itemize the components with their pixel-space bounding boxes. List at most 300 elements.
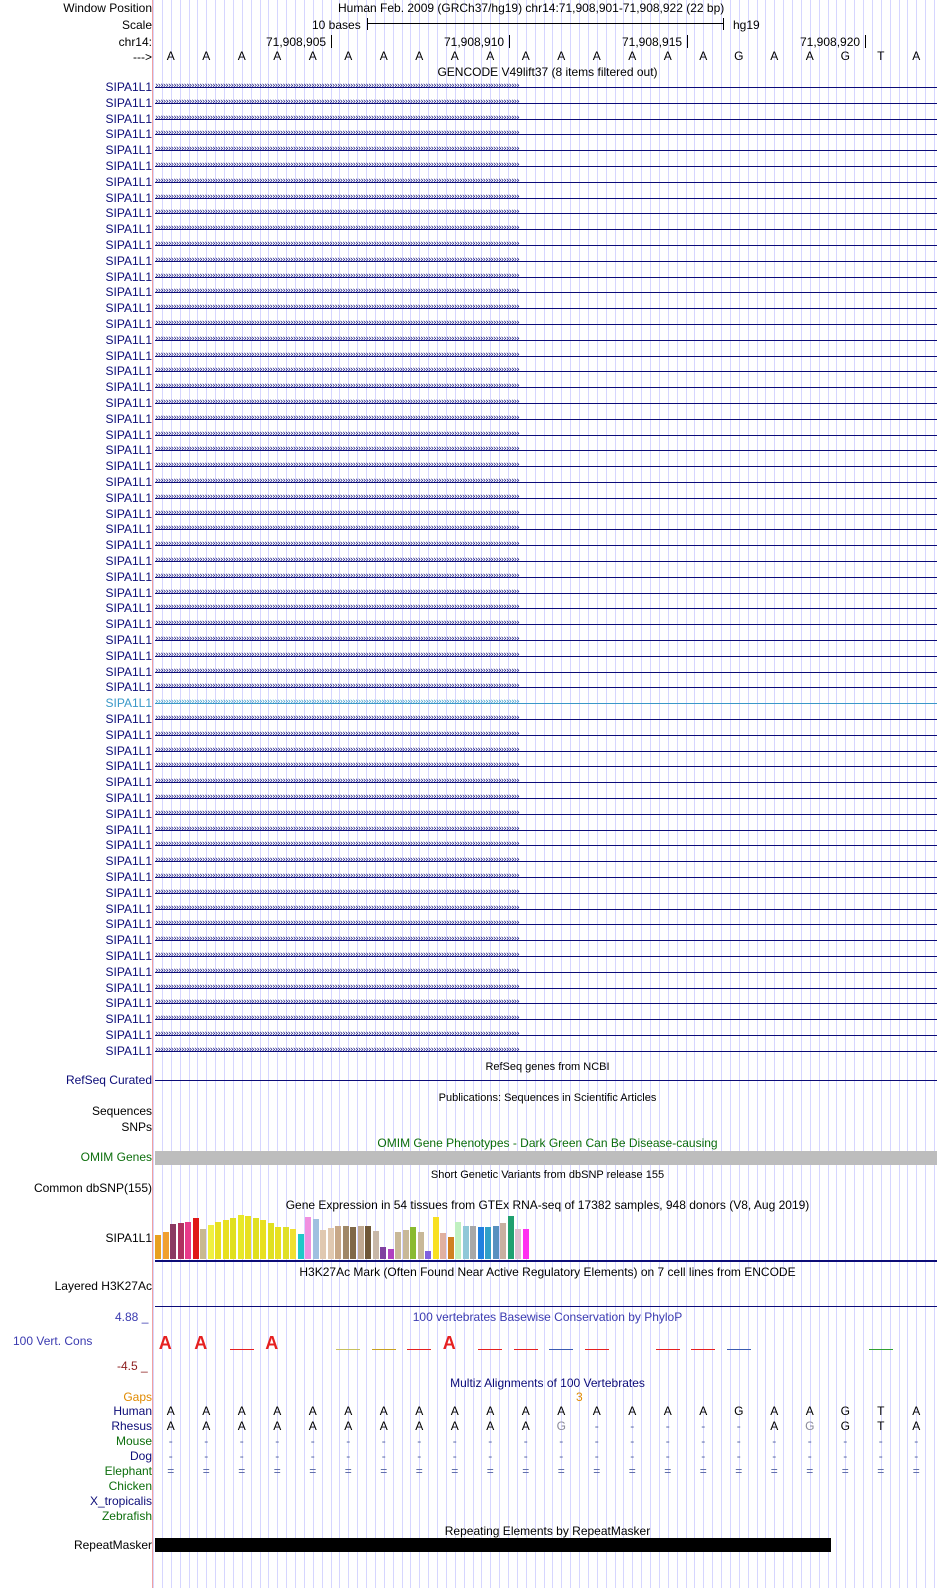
multiz-base: A bbox=[486, 1419, 495, 1433]
gencode-gene-label[interactable]: SIPA1L1 bbox=[105, 206, 152, 220]
dna-base: A bbox=[166, 49, 175, 63]
multiz-base: - bbox=[417, 1449, 422, 1463]
multiz-base: - bbox=[168, 1449, 173, 1463]
gencode-gene-label[interactable]: SIPA1L1 bbox=[105, 917, 152, 931]
gencode-gene-label[interactable]: SIPA1L1 bbox=[105, 412, 152, 426]
gtex-tissue-bar[interactable] bbox=[170, 1224, 176, 1259]
gencode-strand-arrows: ›››››››››››››››››››››››››››››››››››››››››››››››››››››››››››››››››››››››››››››››››››››››››››››››››››››››››››››››››››››››››››››››››››››››››››› bbox=[155, 493, 519, 502]
repeatmasker-track-label[interactable]: RepeatMasker bbox=[73, 1538, 152, 1552]
multiz-base: - bbox=[310, 1449, 315, 1463]
gencode-gene-label[interactable]: SIPA1L1 bbox=[105, 854, 152, 868]
gencode-gene-label[interactable]: SIPA1L1 bbox=[105, 254, 152, 268]
phylop-mark[interactable] bbox=[514, 1349, 538, 1350]
multiz-species-label[interactable]: Zebrafish bbox=[101, 1509, 152, 1523]
multiz-base: = bbox=[699, 1464, 707, 1478]
gencode-strand-arrows: ›››››››››››››››››››››››››››››››››››››››››››››››››››››››››››››››››››››››››››››››››››››››››››››››››››››››››››››››››››››››››››››››››››››››››››› bbox=[155, 1046, 519, 1055]
phylop-mark[interactable]: A bbox=[442, 1333, 456, 1353]
gtex-tissue-bar[interactable] bbox=[245, 1216, 251, 1259]
multiz-species-label[interactable]: Rhesus bbox=[111, 1419, 152, 1433]
gtex-tissue-bar[interactable] bbox=[358, 1226, 364, 1259]
omim-track-label[interactable]: OMIM Genes bbox=[80, 1150, 152, 1164]
dna-base: A bbox=[557, 49, 566, 63]
multiz-base: A bbox=[273, 1404, 282, 1418]
gtex-tissue-bar[interactable] bbox=[335, 1226, 341, 1259]
multiz-species-label[interactable]: Chicken bbox=[108, 1479, 152, 1493]
dna-base: A bbox=[202, 49, 211, 63]
multiz-base: - bbox=[488, 1434, 493, 1448]
gencode-strand-arrows: ›››››››››››››››››››››››››››››››››››››››››››››››››››››››››››››››››››››››››››››››››››››››››››››››››››››››››››››››››››››››››››››››››››››››››››› bbox=[155, 461, 519, 470]
gencode-strand-arrows: ›››››››››››››››››››››››››››››››››››››››››››››››››››››››››››››››››››››››››››››››››››››››››››››››››››››››››››››››››››››››››››››››››››››››››››› bbox=[155, 667, 519, 676]
phylop-mark[interactable] bbox=[478, 1349, 502, 1350]
multiz-base: - bbox=[559, 1434, 564, 1448]
multiz-base: A bbox=[202, 1404, 211, 1418]
dna-base: A bbox=[344, 49, 353, 63]
multiz-base: A bbox=[379, 1404, 388, 1418]
label-separator-line bbox=[152, 0, 153, 1588]
gencode-strand-arrows: ›››››››››››››››››››››››››››››››››››››››››››››››››››››››››››››››››››››››››››››››››››››››››››››››››››››››››››››››››››››››››››››››››››››››››››› bbox=[155, 967, 519, 976]
gtex-tissue-bar[interactable] bbox=[463, 1226, 469, 1259]
phylop-mark[interactable]: A bbox=[265, 1333, 279, 1353]
refseq-track-label[interactable]: RefSeq Curated bbox=[65, 1073, 152, 1087]
gencode-gene-label[interactable]: SIPA1L1 bbox=[105, 886, 152, 900]
multiz-base: - bbox=[843, 1434, 848, 1448]
dna-base: A bbox=[415, 49, 424, 63]
gencode-gene-label[interactable]: SIPA1L1 bbox=[105, 507, 152, 521]
gencode-strand-arrows: ›››››››››››››››››››››››››››››››››››››››››››››››››››››››››››››››››››››››››››››››››››››››››››››››››››››››››››››››››››››››››››››››››››››››››››› bbox=[155, 825, 519, 834]
gtex-tissue-bar[interactable] bbox=[508, 1216, 514, 1259]
gencode-gene-label[interactable]: SIPA1L1 bbox=[105, 112, 152, 126]
gencode-gene-label[interactable]: SIPA1L1 bbox=[105, 775, 152, 789]
multiz-base: - bbox=[488, 1449, 493, 1463]
gencode-gene-label[interactable]: SIPA1L1 bbox=[105, 191, 152, 205]
dna-base: A bbox=[628, 49, 637, 63]
phylop-track-label[interactable]: 100 Vert. Cons bbox=[13, 1334, 93, 1348]
dbsnp-track-title: Short Genetic Variants from dbSNP release 155 bbox=[430, 1169, 665, 1181]
gencode-strand-arrows: ›››››››››››››››››››››››››››››››››››››››››››››››››››››››››››››››››››››››››››››››››››››››››››››››››››››››››››››››››››››››››››››››››››››››››››› bbox=[155, 477, 519, 486]
gtex-tissue-bar[interactable] bbox=[163, 1232, 169, 1259]
multiz-base: G bbox=[734, 1404, 744, 1418]
multiz-base: - bbox=[701, 1434, 706, 1448]
multiz-base: - bbox=[275, 1434, 280, 1448]
gencode-gene-label[interactable]: SIPA1L1 bbox=[105, 443, 152, 457]
gencode-gene-label[interactable]: SIPA1L1 bbox=[105, 1028, 152, 1042]
gencode-gene-label[interactable]: SIPA1L1 bbox=[105, 996, 152, 1010]
position-tick-3 bbox=[687, 35, 688, 48]
multiz-base: - bbox=[452, 1434, 457, 1448]
multiz-species-label[interactable]: Elephant bbox=[104, 1464, 152, 1478]
gtex-track-label[interactable]: SIPA1L1 bbox=[105, 1231, 152, 1245]
multiz-base: A bbox=[663, 1404, 672, 1418]
gencode-gene-label[interactable]: SIPA1L1 bbox=[105, 981, 152, 995]
multiz-base: = bbox=[628, 1464, 636, 1478]
publications-track-title: Publications: Sequences in Scientific Articles bbox=[438, 1092, 657, 1104]
gencode-gene-label[interactable]: SIPA1L1 bbox=[105, 649, 152, 663]
multiz-species-label[interactable]: Human bbox=[113, 1404, 152, 1418]
phylop-mark[interactable] bbox=[727, 1349, 751, 1350]
dna-base: A bbox=[486, 49, 495, 63]
multiz-base: A bbox=[379, 1419, 388, 1433]
gencode-strand-arrows: ›››››››››››››››››››››››››››››››››››››››››››››››››››››››››››››››››››››››››››››››››››››››››››››››››››››››››››››››››››››››››››››››››››››››››››› bbox=[155, 856, 519, 865]
gencode-gene-label[interactable]: SIPA1L1 bbox=[105, 949, 152, 963]
gtex-tissue-bar[interactable] bbox=[178, 1223, 184, 1259]
gencode-gene-label[interactable]: SIPA1L1 bbox=[105, 902, 152, 916]
gencode-gene-label[interactable]: SIPA1L1 bbox=[105, 823, 152, 837]
gtex-tissue-bar[interactable] bbox=[298, 1234, 304, 1259]
window-position-title: Human Feb. 2009 (GRCh37/hg19) chr14:71,908,901-71,908,922 (22 bp) bbox=[338, 1, 725, 15]
gencode-strand-arrows: ›››››››››››››››››››››››››››››››››››››››››››››››››››››››››››››››››››››››››››››››››››››››››››››››››››››››››››››››››››››››››››››››››››››››››››› bbox=[155, 540, 519, 549]
multiz-base: A bbox=[344, 1404, 353, 1418]
phylop-mark[interactable] bbox=[549, 1349, 573, 1350]
gtex-tissue-bar[interactable] bbox=[260, 1220, 266, 1259]
gencode-gene-label[interactable]: SIPA1L1 bbox=[105, 159, 152, 173]
gtex-baseline bbox=[155, 1260, 937, 1262]
multiz-base: = bbox=[380, 1464, 388, 1478]
gencode-strand-arrows: ›››››››››››››››››››››››››››››››››››››››››››››››››››››››››››››››››››››››››››››››››››››››››››››››››››››››››››››››››››››››››››››››››››››››››››› bbox=[155, 319, 519, 328]
multiz-base: A bbox=[450, 1419, 459, 1433]
gencode-gene-label[interactable]: SIPA1L1 bbox=[105, 570, 152, 584]
multiz-base: A bbox=[486, 1404, 495, 1418]
multiz-base: - bbox=[239, 1449, 244, 1463]
gencode-strand-arrows: ›››››››››››››››››››››››››››››››››››››››››››››››››››››››››››››››››››››››››››››››››››››››››››››››››››››››››››››››››››››››››››››››››››››››››››› bbox=[155, 1030, 519, 1039]
phylop-mark[interactable]: A bbox=[158, 1333, 172, 1353]
gencode-gene-label[interactable]: SIPA1L1 bbox=[105, 285, 152, 299]
gencode-strand-arrows: ›››››››››››››››››››››››››››››››››››››››››››››››››››››››››››››››››››››››››››››››››››››››››››››››››››››››››››››››››››››››››››››››››››››››››››› bbox=[155, 224, 519, 233]
multiz-base: - bbox=[736, 1449, 741, 1463]
multiz-base: = bbox=[593, 1464, 601, 1478]
gtex-tissue-bar[interactable] bbox=[448, 1237, 454, 1259]
gencode-gene-label[interactable]: SIPA1L1 bbox=[105, 838, 152, 852]
gtex-tissue-bar[interactable] bbox=[268, 1223, 274, 1259]
gencode-strand-arrows: ›››››››››››››››››››››››››››››››››››››››››››››››››››››››››››››››››››››››››››››››››››››››››››››››››››››››››››››››››››››››››››››››››››››››››››› bbox=[155, 888, 519, 897]
gencode-gene-label[interactable]: SIPA1L1 bbox=[105, 965, 152, 979]
gencode-strand-arrows: ›››››››››››››››››››››››››››››››››››››››››››››››››››››››››››››››››››››››››››››››››››››››››››››››››››››››››››››››››››››››››››››››››››››››››››› bbox=[155, 287, 519, 296]
multiz-base: - bbox=[807, 1434, 812, 1448]
multiz-base: A bbox=[237, 1419, 246, 1433]
gtex-tissue-bar[interactable] bbox=[350, 1227, 356, 1259]
multiz-base: - bbox=[807, 1449, 812, 1463]
gencode-strand-arrows: ›››››››››››››››››››››››››››››››››››››››››››››››››››››››››››››››››››››››››››››››››››››››››››››››››››››››››››››››››››››››››››››››››››››››››››› bbox=[155, 240, 519, 249]
gtex-tissue-bar[interactable] bbox=[433, 1217, 439, 1259]
multiz-base: = bbox=[770, 1464, 778, 1478]
gencode-strand-arrows: ›››››››››››››››››››››››››››››››››››››››››››››››››››››››››››››››››››››››››››››››››››››››››››››››››››››››››››››››››››››››››››››››››››››››››››› bbox=[155, 208, 519, 217]
gencode-gene-label[interactable]: SIPA1L1 bbox=[105, 933, 152, 947]
multiz-base: A bbox=[912, 1419, 921, 1433]
gencode-strand-arrows: ›››››››››››››››››››››››››››››››››››››››››››››››››››››››››››››››››››››››››››››››››››››››››››››››››››››››››››››››››››››››››››››››››››››››››››› bbox=[155, 145, 519, 154]
gencode-gene-label[interactable]: SIPA1L1 bbox=[105, 870, 152, 884]
gencode-strand-arrows: ›››››››››››››››››››››››››››››››››››››››››››››››››››››››››››››››››››››››››››››››››››››››››››››››››››››››››››››››››››››››››››››››››››››››››››› bbox=[155, 193, 519, 202]
dna-base: A bbox=[699, 49, 708, 63]
multiz-base: - bbox=[736, 1434, 741, 1448]
multiz-base: G bbox=[805, 1419, 815, 1433]
gencode-gene-label[interactable]: SIPA1L1 bbox=[105, 696, 152, 710]
multiz-base: - bbox=[772, 1434, 777, 1448]
gtex-tissue-bar[interactable] bbox=[373, 1231, 379, 1259]
h3k27ac-baseline bbox=[155, 1306, 937, 1307]
scale-label: Scale bbox=[121, 18, 152, 32]
position-tick-4 bbox=[865, 35, 866, 48]
gencode-gene-label[interactable]: SIPA1L1 bbox=[105, 680, 152, 694]
gtex-tissue-bar[interactable] bbox=[193, 1218, 199, 1259]
multiz-base: = bbox=[344, 1464, 352, 1478]
multiz-base: - bbox=[665, 1449, 670, 1463]
gtex-tissue-bar[interactable] bbox=[320, 1230, 326, 1259]
gencode-gene-label[interactable]: SIPA1L1 bbox=[105, 175, 152, 189]
gencode-gene-label[interactable]: SIPA1L1 bbox=[105, 396, 152, 410]
gtex-tissue-bar[interactable] bbox=[313, 1219, 319, 1259]
multiz-base: - bbox=[346, 1449, 351, 1463]
omim-phenotype-bar[interactable] bbox=[155, 1151, 937, 1165]
h3k27ac-track-label[interactable]: Layered H3K27Ac bbox=[54, 1279, 152, 1293]
phylop-mark[interactable]: A bbox=[194, 1333, 208, 1353]
multiz-species-label[interactable]: X_tropicalis bbox=[89, 1494, 152, 1508]
gtex-tissue-bar[interactable] bbox=[493, 1226, 499, 1259]
gtex-tissue-bar[interactable] bbox=[410, 1227, 416, 1259]
multiz-base: A bbox=[521, 1404, 530, 1418]
dna-base: A bbox=[379, 49, 388, 63]
gtex-tissue-bar[interactable] bbox=[200, 1229, 206, 1259]
gtex-tissue-bar[interactable] bbox=[455, 1222, 461, 1259]
gencode-strand-arrows: ›››››››››››››››››››››››››››››››››››››››››››››››››››››››››››››››››››››››››››››››››››››››››››››››››››››››››››››››››››››››››››››››››››››››››››› bbox=[155, 351, 519, 360]
multiz-base: A bbox=[557, 1404, 566, 1418]
gencode-gene-label[interactable]: SIPA1L1 bbox=[105, 491, 152, 505]
phylop-mark[interactable] bbox=[691, 1349, 715, 1350]
gencode-gene-label[interactable]: SIPA1L1 bbox=[105, 317, 152, 331]
gtex-tissue-bar[interactable] bbox=[365, 1226, 371, 1259]
gtex-tissue-bar[interactable] bbox=[470, 1226, 476, 1259]
multiz-base: A bbox=[237, 1404, 246, 1418]
phylop-mark[interactable] bbox=[869, 1349, 893, 1350]
gencode-gene-label[interactable]: SIPA1L1 bbox=[105, 222, 152, 236]
phylop-mark[interactable] bbox=[372, 1349, 396, 1350]
multiz-base: - bbox=[914, 1434, 919, 1448]
gtex-tissue-bar[interactable] bbox=[485, 1227, 491, 1259]
gencode-gene-label[interactable]: SIPA1L1 bbox=[105, 96, 152, 110]
gencode-strand-arrows: ›››››››››››››››››››››››››››››››››››››››››››››››››››››››››››››››››››››››››››››››››››››››››››››››››››››››››››››››››››››››››››››››››››››››››››› bbox=[155, 651, 519, 660]
gencode-strand-arrows: ›››››››››››››››››››››››››››››››››››››››››››››››››››››››››››››››››››››››››››››››››››››››››››››››››››››››››››››››››››››››››››››››››››››››››››› bbox=[155, 998, 519, 1007]
gtex-tissue-bar[interactable] bbox=[290, 1229, 296, 1259]
multiz-base: A bbox=[521, 1419, 530, 1433]
gencode-strand-arrows: ›››››››››››››››››››››››››››››››››››››››››››››››››››››››››››››››››››››››››››››››››››››››››››››››››››››››››››››››››››››››››››››››››››››››››››› bbox=[155, 256, 519, 265]
gencode-gene-label[interactable]: SIPA1L1 bbox=[105, 428, 152, 442]
multiz-base: - bbox=[630, 1419, 635, 1433]
phylop-mark[interactable] bbox=[407, 1349, 431, 1350]
gtex-tissue-bar[interactable] bbox=[275, 1227, 281, 1259]
gtex-tissue-bar[interactable] bbox=[418, 1232, 424, 1259]
gencode-gene-label[interactable]: SIPA1L1 bbox=[105, 349, 152, 363]
gencode-gene-label[interactable]: SIPA1L1 bbox=[105, 791, 152, 805]
gencode-strand-arrows: ›››››››››››››››››››››››››››››››››››››››››››››››››››››››››››››››››››››››››››››››››››››››››››››››››››››››››››››››››››››››››››››››››››››››››››› bbox=[155, 82, 519, 91]
multiz-base: T bbox=[877, 1419, 885, 1433]
multiz-base: - bbox=[381, 1449, 386, 1463]
h3k27ac-track-title: H3K27Ac Mark (Often Found Near Active Regulatory Elements) on 7 cell lines from ENCODE bbox=[299, 1265, 796, 1279]
gtex-tissue-bar[interactable] bbox=[500, 1223, 506, 1259]
multiz-base: A bbox=[628, 1404, 637, 1418]
gencode-strand-arrows: ›››››››››››››››››››››››››››››››››››››››››››››››››››››››››››››››››››››››››››››››››››››››››››››››››››››››››››››››››››››››››››››››››››››››››››› bbox=[155, 951, 519, 960]
gencode-strand-arrows: ›››››››››››››››››››››››››››››››››››››››››››››››››››››››››››››››››››››››››››››››››››››››››››››››››››››››››››››››››››››››››››››››››››››››››››› bbox=[155, 730, 519, 739]
gencode-gene-label[interactable]: SIPA1L1 bbox=[105, 601, 152, 615]
gtex-tissue-bar[interactable] bbox=[223, 1220, 229, 1259]
dna-base: A bbox=[592, 49, 601, 63]
dna-base: A bbox=[805, 49, 814, 63]
gtex-tissue-bar[interactable] bbox=[395, 1232, 401, 1259]
multiz-base: - bbox=[665, 1434, 670, 1448]
publications-snps-label[interactable]: SNPs bbox=[121, 1120, 152, 1134]
gencode-gene-label[interactable]: SIPA1L1 bbox=[105, 475, 152, 489]
gencode-gene-label[interactable]: SIPA1L1 bbox=[105, 459, 152, 473]
gencode-gene-label[interactable]: SIPA1L1 bbox=[105, 554, 152, 568]
position-label-1: 71,908,905 bbox=[266, 35, 327, 49]
gtex-tissue-bar[interactable] bbox=[208, 1225, 214, 1259]
multiz-species-label[interactable]: Mouse bbox=[115, 1434, 152, 1448]
position-label-4: 71,908,920 bbox=[800, 35, 861, 49]
dbsnp-track-label[interactable]: Common dbSNP(155) bbox=[33, 1181, 152, 1195]
gencode-strand-arrows: ›››››››››››››››››››››››››››››››››››››››››››››››››››››››››››››››››››››››››››››››››››››››››››››››››››››››››››››››››››››››››››››››››››››››››››› bbox=[155, 840, 519, 849]
multiz-base: A bbox=[166, 1419, 175, 1433]
multiz-gaps-label[interactable]: Gaps bbox=[123, 1390, 152, 1404]
gencode-gene-label[interactable]: SIPA1L1 bbox=[105, 364, 152, 378]
gtex-tissue-bar[interactable] bbox=[283, 1227, 289, 1259]
multiz-base: - bbox=[878, 1434, 883, 1448]
gencode-gene-label[interactable]: SIPA1L1 bbox=[105, 759, 152, 773]
multiz-base: - bbox=[523, 1449, 528, 1463]
gencode-gene-label[interactable]: SIPA1L1 bbox=[105, 1044, 152, 1058]
phylop-mark[interactable] bbox=[585, 1349, 609, 1350]
dna-base: T bbox=[877, 49, 885, 63]
multiz-species-label[interactable]: Dog bbox=[129, 1449, 152, 1463]
publications-sequences-label[interactable]: Sequences bbox=[91, 1104, 152, 1118]
gencode-gene-label[interactable]: SIPA1L1 bbox=[105, 586, 152, 600]
gtex-tissue-bar[interactable] bbox=[515, 1229, 521, 1259]
gtex-tissue-bar[interactable] bbox=[305, 1217, 311, 1259]
repeatmasker-track-title: Repeating Elements by RepeatMasker bbox=[444, 1524, 651, 1538]
gencode-strand-arrows: ›››››››››››››››››››››››››››››››››››››››››››››››››››››››››››››››››››››››››››››››››››››››››››››››››››››››››››››››››››››››››››››››››››››››››››› bbox=[155, 366, 519, 375]
multiz-base: = bbox=[841, 1464, 849, 1478]
gtex-tissue-bar[interactable] bbox=[230, 1218, 236, 1259]
multiz-base: = bbox=[877, 1464, 885, 1478]
gtex-tissue-bar[interactable] bbox=[388, 1249, 394, 1259]
gencode-gene-label[interactable]: SIPA1L1 bbox=[105, 522, 152, 536]
dna-base: A bbox=[663, 49, 672, 63]
multiz-base: - bbox=[346, 1434, 351, 1448]
scale-bar bbox=[367, 23, 724, 24]
multiz-base: = bbox=[167, 1464, 175, 1478]
phylop-mark[interactable] bbox=[230, 1349, 254, 1350]
gencode-strand-arrows: ›››››››››››››››››››››››››››››››››››››››››››››››››››››››››››››››››››››››››››››››››››››››››››››››››››››››››››››››››››››››››››››››››››››››››››› bbox=[155, 872, 519, 881]
gencode-strand-arrows: ›››››››››››››››››››››››››››››››››››››››››››››››››››››››››››››››››››››››››››››››››››››››››››››››››››››››››››››››››››››››››››››››››››››››››››› bbox=[155, 619, 519, 628]
gencode-gene-label[interactable]: SIPA1L1 bbox=[105, 238, 152, 252]
gencode-gene-label[interactable]: SIPA1L1 bbox=[105, 633, 152, 647]
repeatmasker-element-bar[interactable] bbox=[155, 1538, 831, 1552]
gencode-gene-label[interactable]: SIPA1L1 bbox=[105, 712, 152, 726]
multiz-base: - bbox=[417, 1434, 422, 1448]
gencode-gene-label[interactable]: SIPA1L1 bbox=[105, 80, 152, 94]
gencode-strand-arrows: ›››››››››››››››››››››››››››››››››››››››››››››››››››››››››››››››››››››››››››››››››››››››››››››››››››››››››››››››››››››››››››››››››››››››››››› bbox=[155, 129, 519, 138]
multiz-base: A bbox=[592, 1404, 601, 1418]
dna-base: A bbox=[912, 49, 921, 63]
multiz-track-title: Multiz Alignments of 100 Vertebrates bbox=[450, 1376, 645, 1390]
gencode-strand-arrows: ›››››››››››››››››››››››››››››››››››››››››››››››››››››››››››››››››››››››››››››››››››››››››››››››››››››››››››››››››››››››››››››››››››››››››››› bbox=[155, 1014, 519, 1023]
multiz-base: - bbox=[594, 1419, 599, 1433]
gtex-tissue-bar[interactable] bbox=[343, 1226, 349, 1259]
multiz-base: - bbox=[594, 1449, 599, 1463]
gencode-gene-label[interactable]: SIPA1L1 bbox=[105, 538, 152, 552]
gtex-tissue-bar[interactable] bbox=[380, 1247, 386, 1259]
multiz-base: - bbox=[736, 1419, 741, 1433]
multiz-base: = bbox=[486, 1464, 494, 1478]
gencode-strand-arrows: ›››››››››››››››››››››››››››››››››››››››››››››››››››››››››››››››››››››››››››››››››››››››››››››››››››››››››››››››››››››››››››››››››››››››››››› bbox=[155, 572, 519, 581]
gtex-tissue-bar[interactable] bbox=[215, 1222, 221, 1259]
chrom-label: chr14: bbox=[118, 35, 152, 49]
refseq-gene-line[interactable] bbox=[155, 1080, 937, 1081]
gencode-strand-arrows: ›››››››››››››››››››››››››››››››››››››››››››››››››››››››››››››››››››››››››››››››››››››››››››››››››››››››››››››››››››››››››››››››››››››››››››› bbox=[155, 777, 519, 786]
gencode-gene-label[interactable]: SIPA1L1 bbox=[105, 744, 152, 758]
gtex-tissue-bar[interactable] bbox=[478, 1227, 484, 1259]
gencode-gene-label[interactable]: SIPA1L1 bbox=[105, 127, 152, 141]
multiz-base: - bbox=[878, 1449, 883, 1463]
phylop-mark[interactable] bbox=[336, 1349, 360, 1350]
multiz-base: - bbox=[701, 1449, 706, 1463]
phylop-min-label: -4.5 _ bbox=[117, 1359, 148, 1373]
gencode-strand-arrows: ›››››››››››››››››››››››››››››››››››››››››››››››››››››››››››››››››››››››››››››››››››››››››››››››››››››››››››››››››››››››››››››››››››››››››››› bbox=[155, 272, 519, 281]
dna-base: G bbox=[734, 49, 744, 63]
gencode-gene-label[interactable]: SIPA1L1 bbox=[105, 617, 152, 631]
gencode-gene-label[interactable]: SIPA1L1 bbox=[105, 665, 152, 679]
position-label-2: 71,908,910 bbox=[444, 35, 505, 49]
dna-base: A bbox=[521, 49, 530, 63]
gencode-gene-label[interactable]: SIPA1L1 bbox=[105, 301, 152, 315]
gencode-gene-label[interactable]: SIPA1L1 bbox=[105, 728, 152, 742]
gtex-tissue-bar[interactable] bbox=[253, 1218, 259, 1259]
gencode-gene-label[interactable]: SIPA1L1 bbox=[105, 270, 152, 284]
position-label-3: 71,908,915 bbox=[622, 35, 683, 49]
position-tick-1 bbox=[331, 35, 332, 48]
phylop-max-label: 4.88 _ bbox=[115, 1310, 149, 1324]
gencode-strand-arrows: ›››››››››››››››››››››››››››››››››››››››››››››››››››››››››››››››››››››››››››››››››››››››››››››››››››››››››››››››››››››››››››››››››››››››››››› bbox=[155, 793, 519, 802]
gencode-strand-arrows: ›››››››››››››››››››››››››››››››››››››››››››››››››››››››››››››››››››››››››››››››››››››››››››››››››››››››››››››››››››››››››››››››››››››››››››› bbox=[155, 161, 519, 170]
multiz-base: - bbox=[559, 1449, 564, 1463]
multiz-base: = bbox=[664, 1464, 672, 1478]
multiz-base: A bbox=[202, 1419, 211, 1433]
gencode-strand-arrows: ›››››››››››››››››››››››››››››››››››››››››››››››››››››››››››››››››››››››››››››››››››››››››››››››››››››››››››››››››››››››››››››››››››››››››››› bbox=[155, 698, 519, 707]
gtex-tissue-bar[interactable] bbox=[238, 1215, 244, 1259]
multiz-base: - bbox=[665, 1419, 670, 1433]
gtex-tissue-bar[interactable] bbox=[403, 1230, 409, 1259]
multiz-base: - bbox=[630, 1449, 635, 1463]
gencode-gene-label[interactable]: SIPA1L1 bbox=[105, 807, 152, 821]
gencode-gene-label[interactable]: SIPA1L1 bbox=[105, 380, 152, 394]
dna-base: A bbox=[770, 49, 779, 63]
gencode-gene-label[interactable]: SIPA1L1 bbox=[105, 333, 152, 347]
gencode-gene-label[interactable]: SIPA1L1 bbox=[105, 143, 152, 157]
gtex-tissue-bar[interactable] bbox=[155, 1235, 161, 1259]
gencode-gene-label[interactable]: SIPA1L1 bbox=[105, 1012, 152, 1026]
gencode-strand-arrows: ›››››››››››››››››››››››››››››››››››››››››››››››››››››››››››››››››››››››››››››››››››››››››››››››››››››››››››››››››››››››››››››››››››››››››››› bbox=[155, 509, 519, 518]
gtex-track-title: Gene Expression in 54 tissues from GTEx RNA-seq of 17382 samples, 948 donors (V8, Aug 2019) bbox=[285, 1198, 810, 1212]
gtex-tissue-bar[interactable] bbox=[328, 1228, 334, 1259]
gencode-strand-arrows: ›››››››››››››››››››››››››››››››››››››››››››››››››››››››››››››››››››››››››››››››››››››››››››››››››››››››››››››››››››››››››››››››››››››››››››› bbox=[155, 382, 519, 391]
scale-bar-right bbox=[723, 18, 724, 30]
gtex-tissue-bar[interactable] bbox=[425, 1251, 431, 1259]
multiz-base: = bbox=[273, 1464, 281, 1478]
gtex-tissue-bar[interactable] bbox=[440, 1233, 446, 1259]
phylop-mark[interactable] bbox=[656, 1349, 680, 1350]
gencode-strand-arrows: ›››››››››››››››››››››››››››››››››››››››››››››››››››››››››››››››››››››››››››››››››››››››››››››››››››››››››››››››››››››››››››››››››››››››››››› bbox=[155, 809, 519, 818]
multiz-base: A bbox=[273, 1419, 282, 1433]
multiz-base: = bbox=[557, 1464, 565, 1478]
gtex-tissue-bar[interactable] bbox=[185, 1222, 191, 1259]
multiz-base: - bbox=[914, 1449, 919, 1463]
gtex-tissue-bar[interactable] bbox=[523, 1229, 529, 1259]
